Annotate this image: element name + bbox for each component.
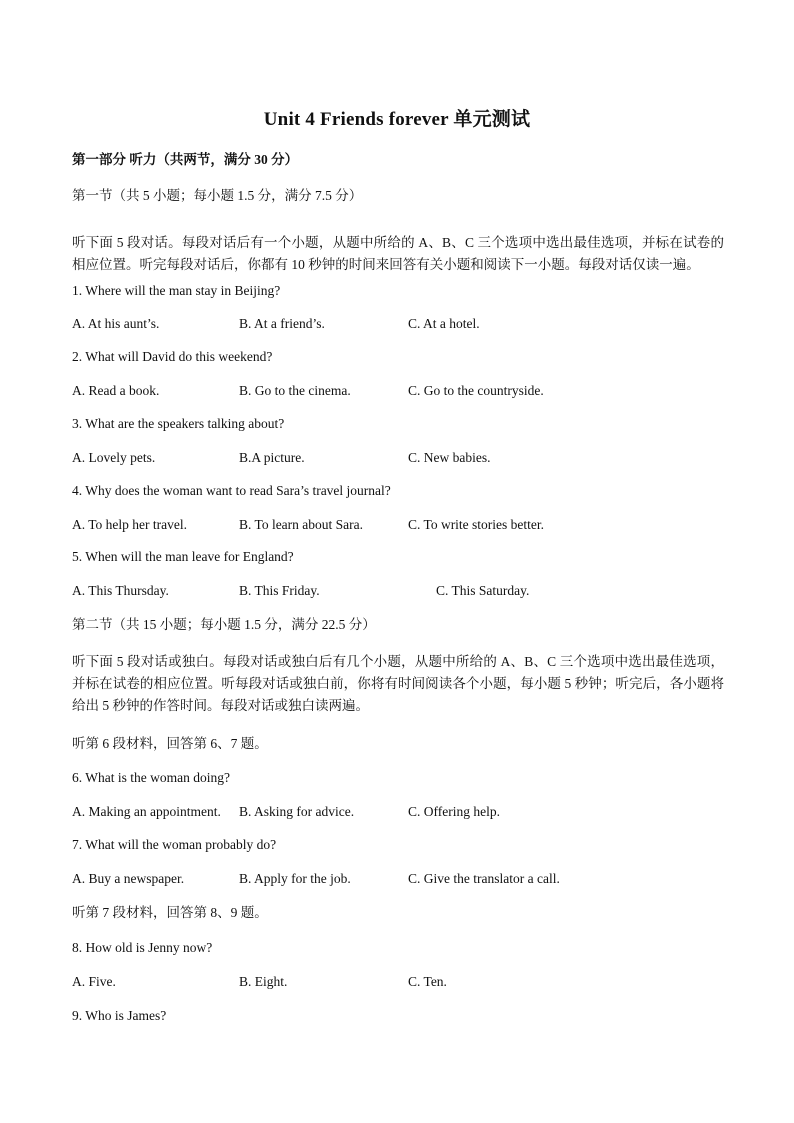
- option-b: B. Eight.: [239, 974, 288, 989]
- option-b: B.A picture.: [239, 450, 305, 465]
- question-1-options: [72, 316, 724, 332]
- question-1: 1. Where will the man stay in Beijing?: [72, 283, 281, 298]
- question-2: 2. What will David do this weekend?: [72, 349, 273, 364]
- question-8: 8. How old is Jenny now?: [72, 940, 213, 955]
- option-a: A. Lovely pets.: [72, 450, 156, 465]
- question-9: 9. Who is James?: [72, 1008, 167, 1023]
- option-b: B. Apply for the job.: [239, 871, 351, 886]
- question-6: 6. What is the woman doing?: [72, 770, 230, 785]
- question-4-options: [72, 517, 724, 533]
- option-a: A. This Thursday.: [72, 583, 169, 598]
- question-8-options: [72, 974, 724, 990]
- option-c: C. Go to the countryside.: [408, 383, 544, 398]
- question-5-options: [72, 583, 724, 599]
- option-b: B. To learn about Sara.: [239, 517, 364, 532]
- section2-heading: 第二节（共 15 小题；每小题 1.5 分，满分 22.5 分）: [72, 617, 376, 632]
- option-c: C. At a hotel.: [408, 316, 480, 331]
- option-a: A. To help her travel.: [72, 517, 188, 532]
- option-c: C. Ten.: [408, 974, 447, 989]
- question-7-options: [72, 871, 724, 887]
- option-a: A. Buy a newspaper.: [72, 871, 185, 886]
- option-a: A. Five.: [72, 974, 116, 989]
- section1-heading: 第一节（共 5 小题；每小题 1.5 分，满分 7.5 分）: [72, 188, 363, 203]
- option-a: A. At his aunt’s.: [72, 316, 160, 331]
- option-c: C. This Saturday.: [436, 583, 530, 598]
- question-4: 4. Why does the woman want to read Sara’s travel journal?: [72, 483, 391, 498]
- option-b: B. Go to the cinema.: [239, 383, 351, 398]
- page-title: Unit 4 Friends forever 单元测试: [263, 109, 531, 130]
- question-7: 7. What will the woman probably do?: [72, 837, 277, 852]
- section2-instructions: 听下面 5 段对话或独白。每段对话或独白后有几个小题，从题中所给的 A、B、C 三个选项中选出最佳选项，并标在试卷的相应位置。听每段对话或独白前，你将有时间阅读各个小题，每小题 5 秒钟；听完后，各小题将给出 5 秒钟的作答时间。每段对话或独白读两遍。: [72, 654, 724, 713]
- option-c: C. Offering help.: [408, 804, 500, 819]
- question-5: 5. When will the man leave for England?: [72, 549, 294, 564]
- section1-instructions: 听下面 5 段对话。每段对话后有一个小题，从题中所给的 A、B、C 三个选项中选出最佳选项，并标在试卷的相应位置。听完每段对话后，你都有 10 秒钟的时间来回答有关小题和阅读下一小题。每段对话仅读一遍。: [72, 235, 724, 272]
- option-a: A. Read a book.: [72, 383, 160, 398]
- option-b: B. This Friday.: [239, 583, 320, 598]
- material-6-note: 听第 6 段材料，回答第 6、7 题。: [72, 736, 268, 751]
- option-b: B. Asking for advice.: [239, 804, 355, 819]
- option-c: C. Give the translator a call.: [408, 871, 560, 886]
- part1-heading: 第一部分 听力（共两节，满分 30 分）: [72, 152, 299, 167]
- question-2-options: [72, 383, 724, 399]
- material-7-note: 听第 7 段材料，回答第 8、9 题。: [72, 905, 268, 920]
- option-c: C. To write stories better.: [408, 517, 545, 532]
- question-3: 3. What are the speakers talking about?: [72, 416, 285, 431]
- option-a: A. Making an appointment.: [72, 804, 221, 819]
- option-c: C. New babies.: [408, 450, 491, 465]
- option-b: B. At a friend’s.: [239, 316, 325, 331]
- question-6-options: [72, 804, 724, 820]
- question-3-options: [72, 450, 724, 466]
